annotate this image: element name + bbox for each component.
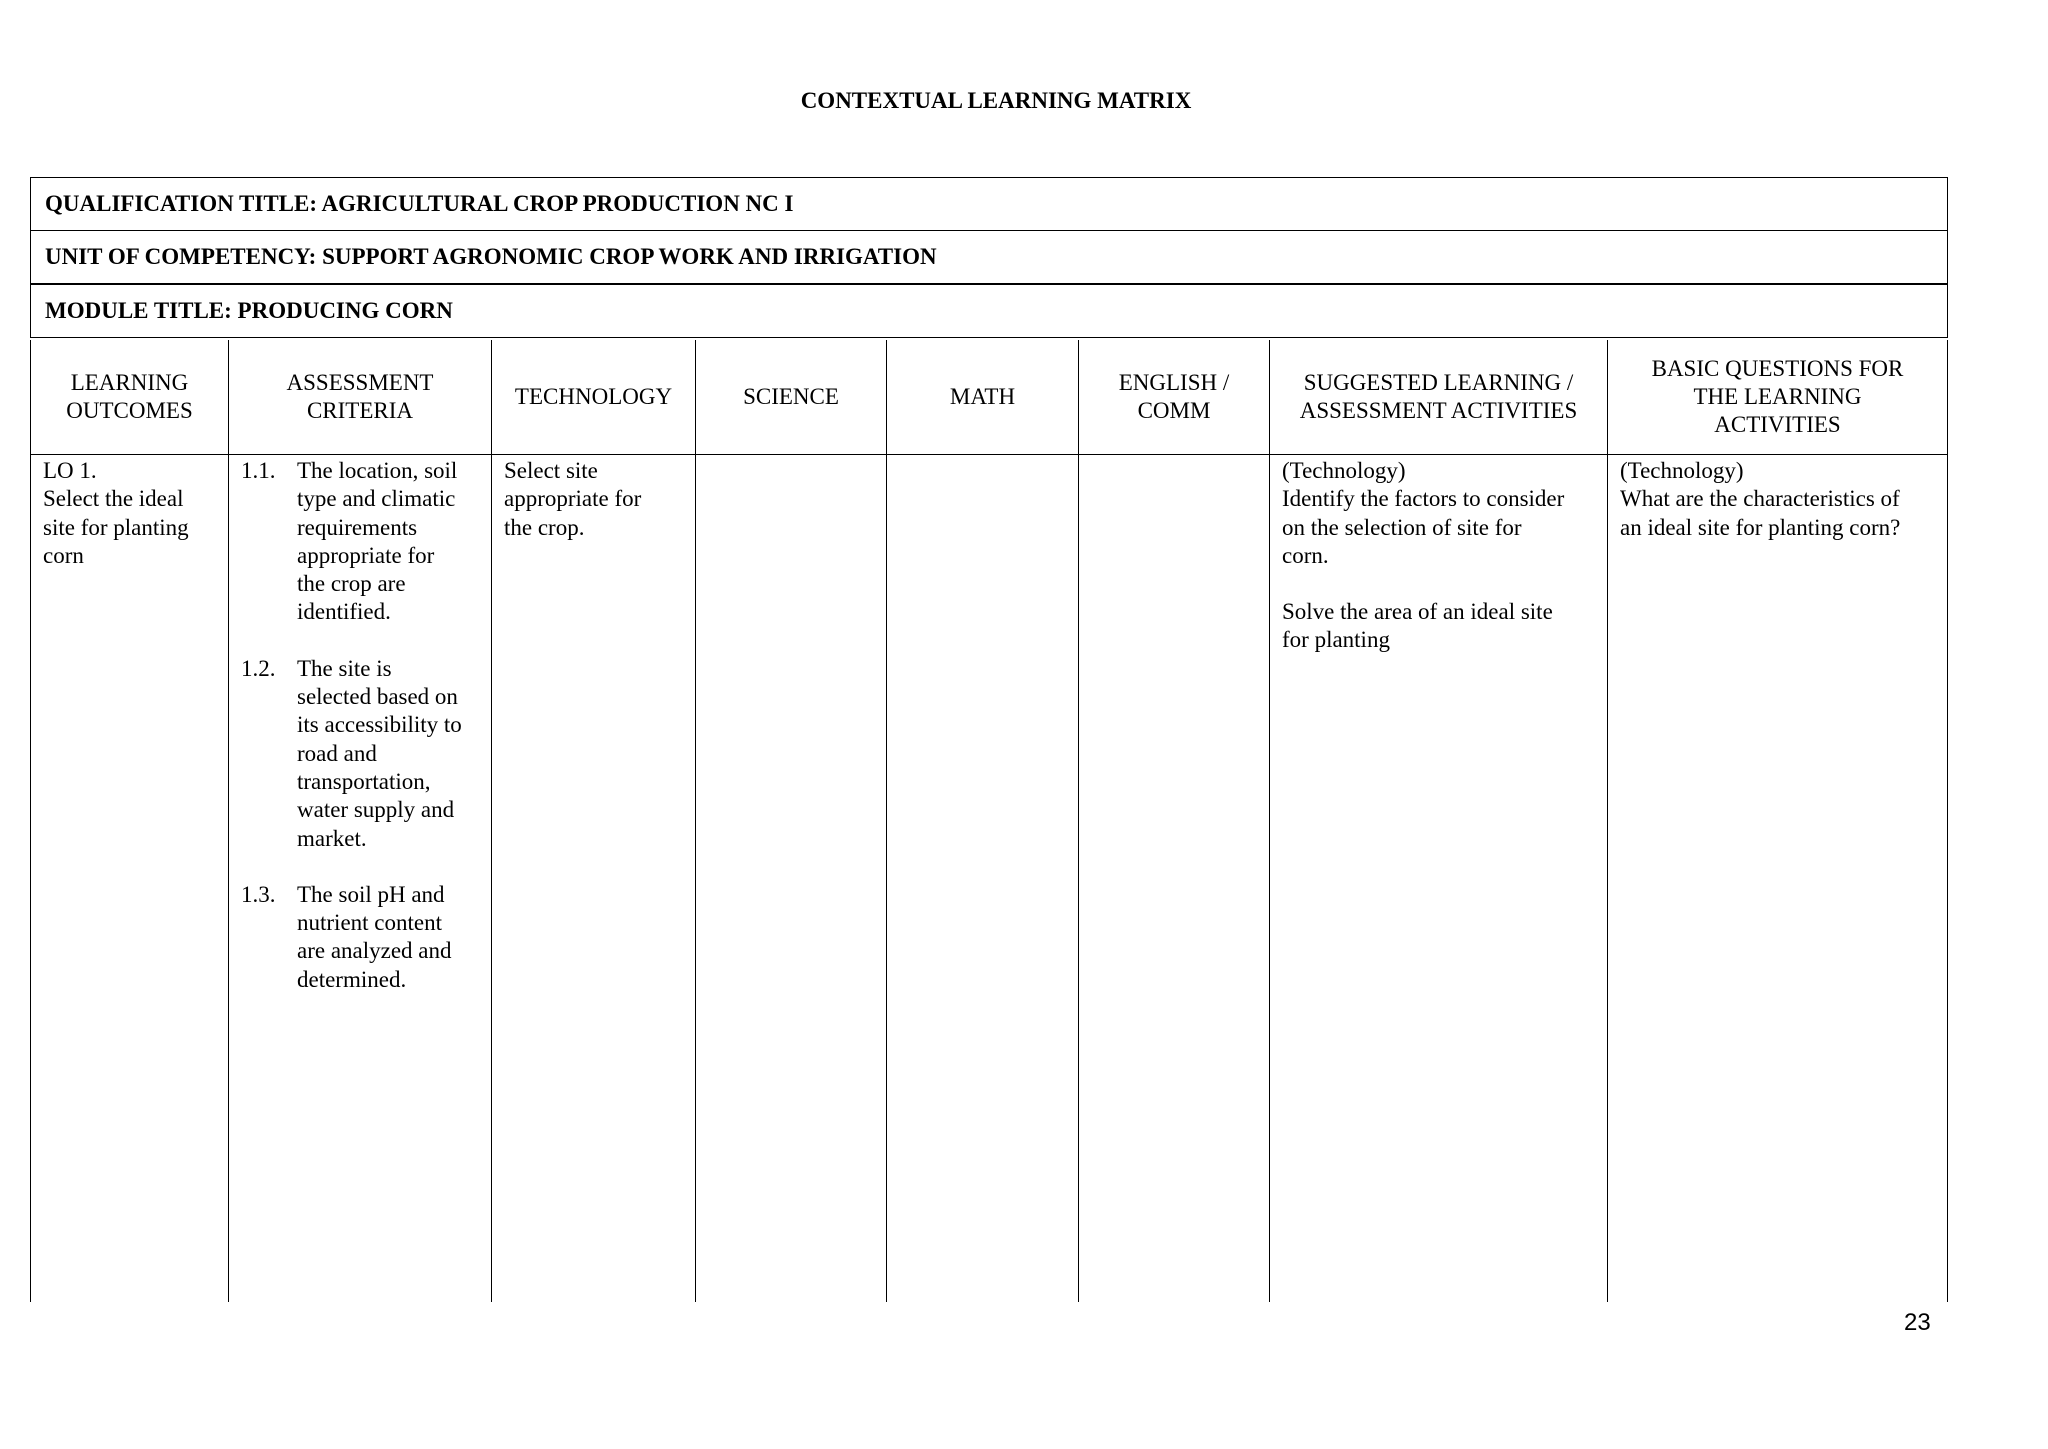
basic-questions-text: (Technology) What are the characteristics of an ideal site for planting corn?	[1620, 458, 1901, 540]
module-title-row	[30, 284, 1948, 338]
cell-learning-outcome	[30, 455, 228, 1302]
learning-outcome-text: LO 1. Select the ideal site for planting corn	[43, 458, 189, 568]
cell-english-comm	[1078, 455, 1269, 1302]
header-science-label: SCIENCE	[743, 384, 839, 409]
cell-basic-questions	[1607, 455, 1948, 1302]
header-suggested-activities	[1269, 340, 1607, 455]
header-learning-outcomes-label: LEARNING OUTCOMES	[66, 370, 193, 423]
page-number: 23	[1904, 1309, 1931, 1336]
header-science	[695, 340, 886, 455]
criterion-item	[241, 457, 479, 627]
cell-science	[695, 455, 886, 1302]
header-assessment-criteria	[228, 340, 491, 455]
header-learning-outcomes	[30, 340, 228, 455]
header-basic-questions	[1607, 340, 1948, 455]
header-technology	[491, 340, 695, 455]
header-suggested-activities-label: SUGGESTED LEARNING / ASSESSMENT ACTIVITIES	[1299, 370, 1578, 423]
cell-suggested-activities	[1269, 455, 1607, 1302]
header-basic-questions-label: BASIC QUESTIONS FOR THE LEARNING ACTIVITIES	[1651, 356, 1904, 437]
header-technology-label: TECHNOLOGY	[514, 384, 673, 409]
criterion-text: The location, soil type and climatic requirements appropriate for the crop are identified.	[297, 458, 458, 625]
qualification-title: QUALIFICATION TITLE: AGRICULTURAL CROP PRODUCTION NC I	[45, 191, 794, 216]
document-title: CONTEXTUAL LEARNING MATRIX	[800, 88, 1192, 113]
header-math	[886, 340, 1078, 455]
cell-technology	[491, 455, 695, 1302]
cell-assessment-criteria	[228, 455, 491, 1302]
criterion-item	[241, 655, 479, 853]
header-english-comm-label: ENGLISH / COMM	[1118, 370, 1230, 423]
activities-math-text: Solve the area of an ideal site for planting	[1282, 599, 1553, 653]
criterion-number: 1.2.	[241, 655, 276, 681]
qualification-title-row	[30, 177, 1948, 231]
paragraph-gap	[1282, 570, 1595, 598]
header-assessment-criteria-label: ASSESSMENT CRITERIA	[286, 370, 434, 423]
criterion-text: The soil pH and nutrient content are analyzed and determined.	[297, 881, 452, 992]
technology-text: Select site appropriate for the crop.	[504, 458, 642, 540]
module-title: MODULE TITLE: PRODUCING CORN	[45, 298, 453, 323]
criterion-text: The site is selected based on its accessibility to road and transportation, water supply and market.	[297, 655, 462, 851]
header-math-label: MATH	[949, 384, 1016, 409]
header-english-comm	[1078, 340, 1269, 455]
criterion-item	[241, 881, 479, 994]
unit-of-competency-row	[30, 230, 1948, 284]
unit-of-competency: UNIT OF COMPETENCY: SUPPORT AGRONOMIC CROP WORK AND IRRIGATION	[45, 244, 937, 269]
criterion-number: 1.1.	[241, 458, 276, 483]
cell-math	[886, 455, 1078, 1302]
activities-technology-text: (Technology) Identify the factors to consider on the selection of site for corn.	[1282, 458, 1565, 568]
criterion-number: 1.3.	[241, 881, 276, 907]
